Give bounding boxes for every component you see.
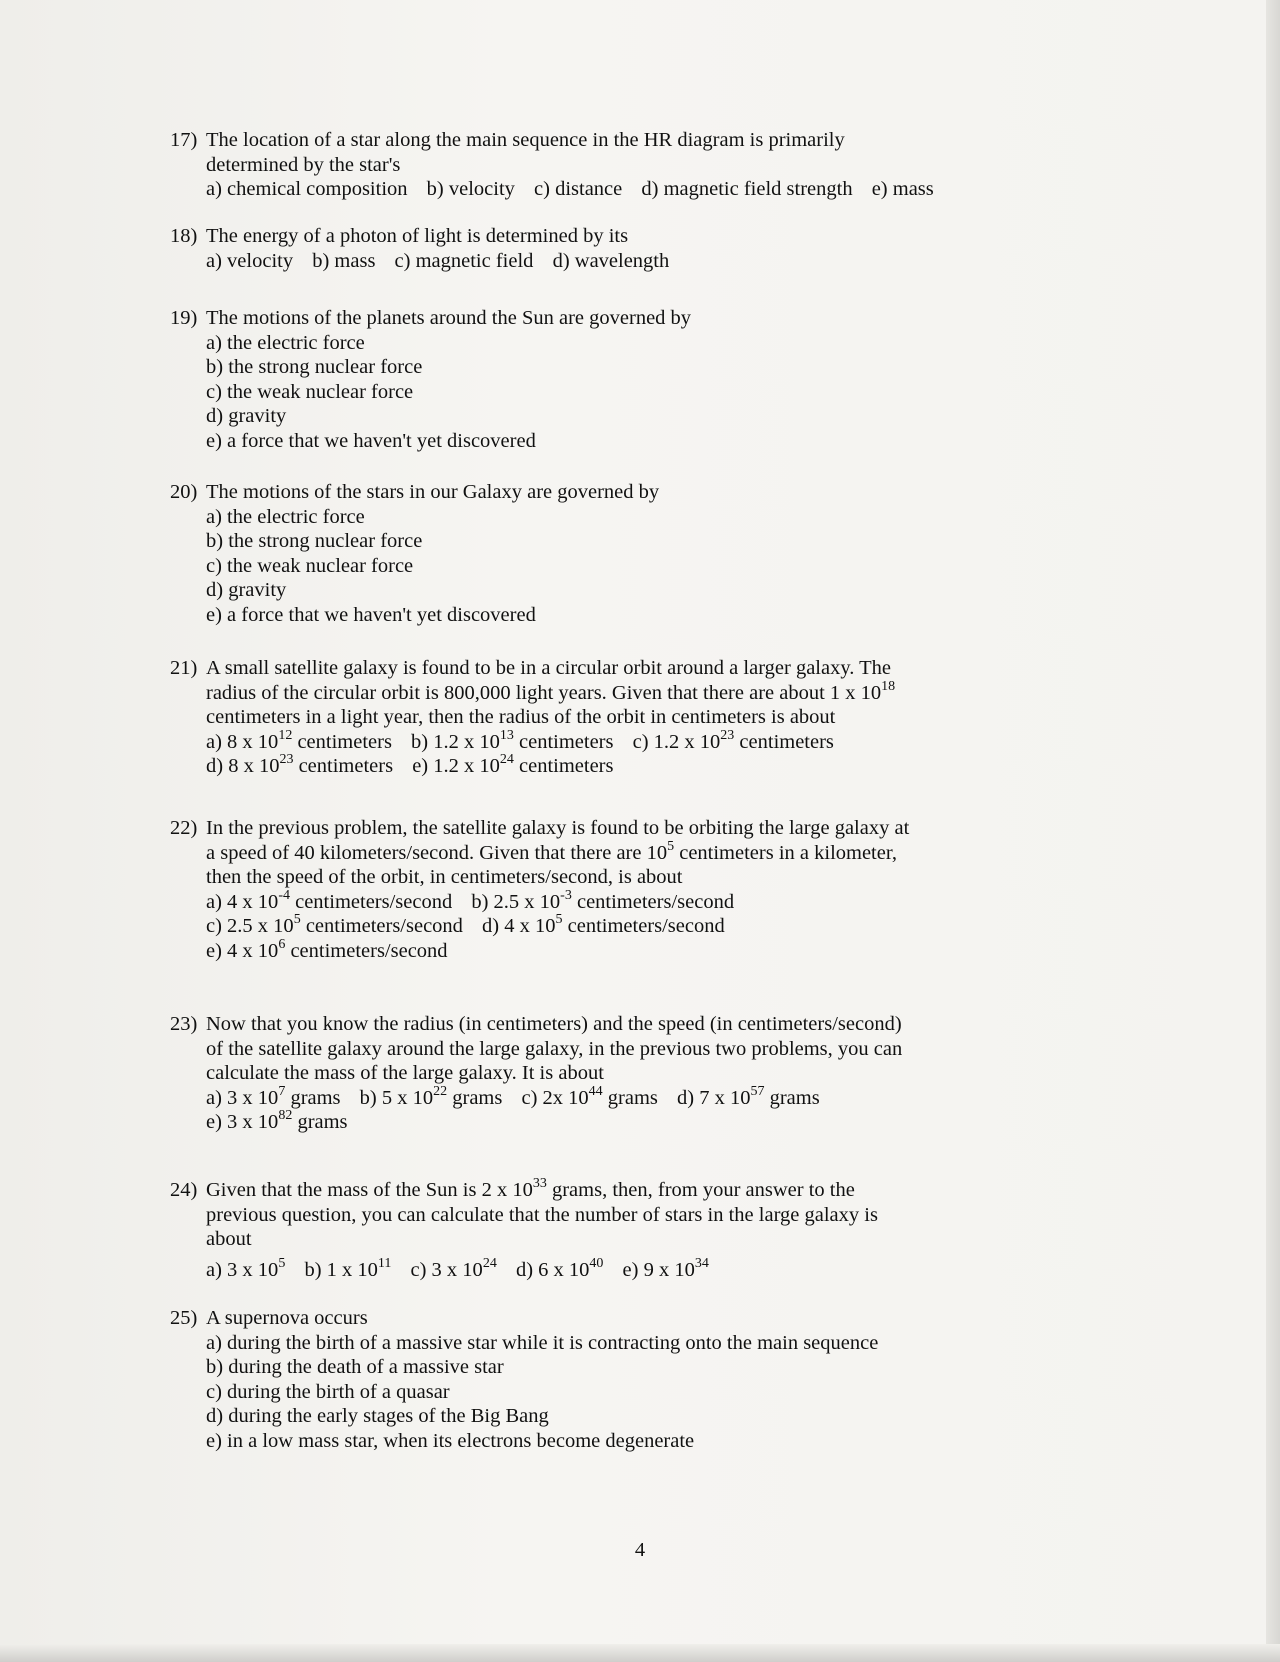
question-19 [170,306,691,453]
option-e: e) a force that we haven't yet discovered [206,429,536,452]
option-b: b) 5 x $10^{22}$ grams [359,1083,503,1109]
question-stem: of the satellite galaxy around the large galaxy, in the previous two problems, you can [206,1037,903,1060]
answer-options-row-1 [170,1083,902,1111]
question-24 [170,1178,878,1282]
answer-options-row-3 [170,936,909,964]
option-b: b) velocity [426,178,515,200]
exponent: 33 [532,1176,547,1192]
option-b: b) 1.2 x $10^{13}$ centimeters [411,727,614,753]
option-a: a) chemical composition [206,178,408,200]
option-b: b) 1 x $10^{11}$ [304,1255,392,1281]
option-c: c) distance [534,178,623,200]
answer-options-row-2 [170,1110,902,1135]
option-d: d) 4 x $10^5$ centimeters/second [482,912,725,937]
option-b: b) the strong nuclear force [206,530,423,552]
option-a: a) 4 x $10^{-4}$ centimeters/second [206,887,453,913]
exponent: 18 [881,678,896,694]
question-stem: determined by the star's [206,153,401,176]
option-a: a) 3 x $10^7$ grams [206,1083,341,1109]
question-stem: previous question, you can calculate that the number of stars in the large galaxy is [206,1203,878,1226]
answer-options-row-1 [170,887,909,915]
option-a: a) during the birth of a massive star while it is contracting onto the main sequence [206,1331,879,1354]
option-a: a) 8 x $10^{12}$ centimeters [206,727,392,753]
question-stem: A supernova occurs [206,1307,368,1329]
option-e: e) 9 x $10^{34}$ [622,1255,709,1281]
option-e: e) in a low mass star, when its electrons become degenerate [206,1429,695,1452]
option-a: a) the electric force [206,505,365,528]
question-stem: Given that the mass of the Sun is 2 x 10 [206,1179,533,1201]
question-stem: Now that you know the radius (in centimeters) and the speed (in centimeters/second) [206,1013,902,1035]
option-c: c) 2x $10^{44}$ grams [521,1083,658,1109]
option-c: c) the weak nuclear force [206,554,414,577]
question-number: 23) [170,1013,198,1035]
question-number: 20) [170,481,198,503]
option-b: b) during the death of a massive star [206,1356,504,1378]
question-number: 21) [170,657,198,679]
question-22 [170,816,909,963]
option-c: c) 2.5 x $10^5$ centimeters/second [206,912,463,937]
option-d: d) gravity [206,579,287,601]
question-stem: calculate the mass of the large galaxy. It is about [206,1062,604,1084]
answer-options-row-1 [170,727,895,755]
page-edge-shadow [1266,0,1280,1662]
question-stem: In the previous problem, the satellite galaxy is found to be orbiting the large galaxy at [206,817,910,839]
page-bottom-edge [0,1644,1280,1662]
answer-options [170,1255,878,1283]
option-e: e) mass [871,178,934,200]
option-d: d) 8 x $10^{23}$ centimeters [206,752,394,777]
question-number: 22) [170,817,198,839]
question-25 [170,1306,878,1453]
question-stem: grams, then, from your answer to the [546,1179,855,1201]
option-a: a) velocity [206,249,294,272]
question-number: 24) [170,1179,198,1201]
question-stem: radius of the circular orbit is 800,000 light years. Given that there are about 1 x 10 [206,681,882,704]
question-23 [170,1012,902,1135]
option-c: c) 3 x $10^{24}$ [410,1255,497,1281]
page-number: 4 [634,1539,646,1561]
option-e: e) a force that we haven't yet discovered [206,603,536,626]
option-d: d) during the early stages of the Big Bang [206,1405,549,1427]
option-b: b) the strong nuclear force [206,356,423,378]
option-d: d) gravity [206,405,287,427]
question-number: 18) [170,225,198,247]
option-e: e) 3 x $10^{82}$ grams [206,1108,348,1133]
question-number: 25) [170,1307,198,1329]
option-e: e) 1.2 x $10^{24}$ centimeters [412,752,614,777]
question-stem: A small satellite galaxy is found to be in a circular orbit around a larger galaxy. The [206,657,892,679]
question-18 [170,224,669,273]
option-c: c) the weak nuclear force [206,380,414,403]
option-d: d) 7 x $10^{57}$ grams [677,1083,820,1109]
question-number: 19) [170,307,198,329]
option-b: b) 2.5 x $10^{-3}$ centimeters/second [471,887,735,913]
question-17 [170,128,934,202]
exponent: 5 [667,838,675,854]
option-a: a) 3 x $10^5$ [206,1255,286,1281]
question-number: 17) [170,129,198,151]
question-21 [170,656,895,779]
option-c: c) magnetic field [394,249,534,272]
answer-options [170,249,669,274]
option-e: e) 4 x $10^6$ centimeters/second [206,936,448,962]
question-stem: a speed of 40 kilometers/second. Given that there are 10 [206,841,668,864]
question-stem: The location of a star along the main sequence in the HR diagram is primarily [206,129,845,151]
answer-options [170,177,934,202]
question-20 [170,480,659,627]
option-c: c) 1.2 x $10^{23}$ centimeters [632,727,834,753]
option-d: d) wavelength [552,249,670,272]
question-stem: centimeters in a kilometer, [674,841,897,864]
option-d: d) 6 x $10^{40}$ [515,1255,604,1281]
answer-options-row-2 [170,914,909,939]
question-stem: The motions of the planets around the Sun are governed by [206,307,692,329]
option-d: d) magnetic field strength [641,178,853,200]
question-stem: The energy of a photon of light is determined by its [206,225,629,247]
option-b: b) mass [312,249,376,272]
question-stem: centimeters in a light year, then the radius of the orbit in centimeters is about [206,706,836,728]
question-stem: about [206,1228,252,1250]
option-a: a) the electric force [206,331,365,354]
question-stem: The motions of the stars in our Galaxy are governed by [206,481,660,503]
answer-options-row-2 [170,754,895,779]
question-stem: then the speed of the orbit, in centimeters/second, is about [206,866,683,888]
option-c: c) during the birth of a quasar [206,1380,450,1403]
